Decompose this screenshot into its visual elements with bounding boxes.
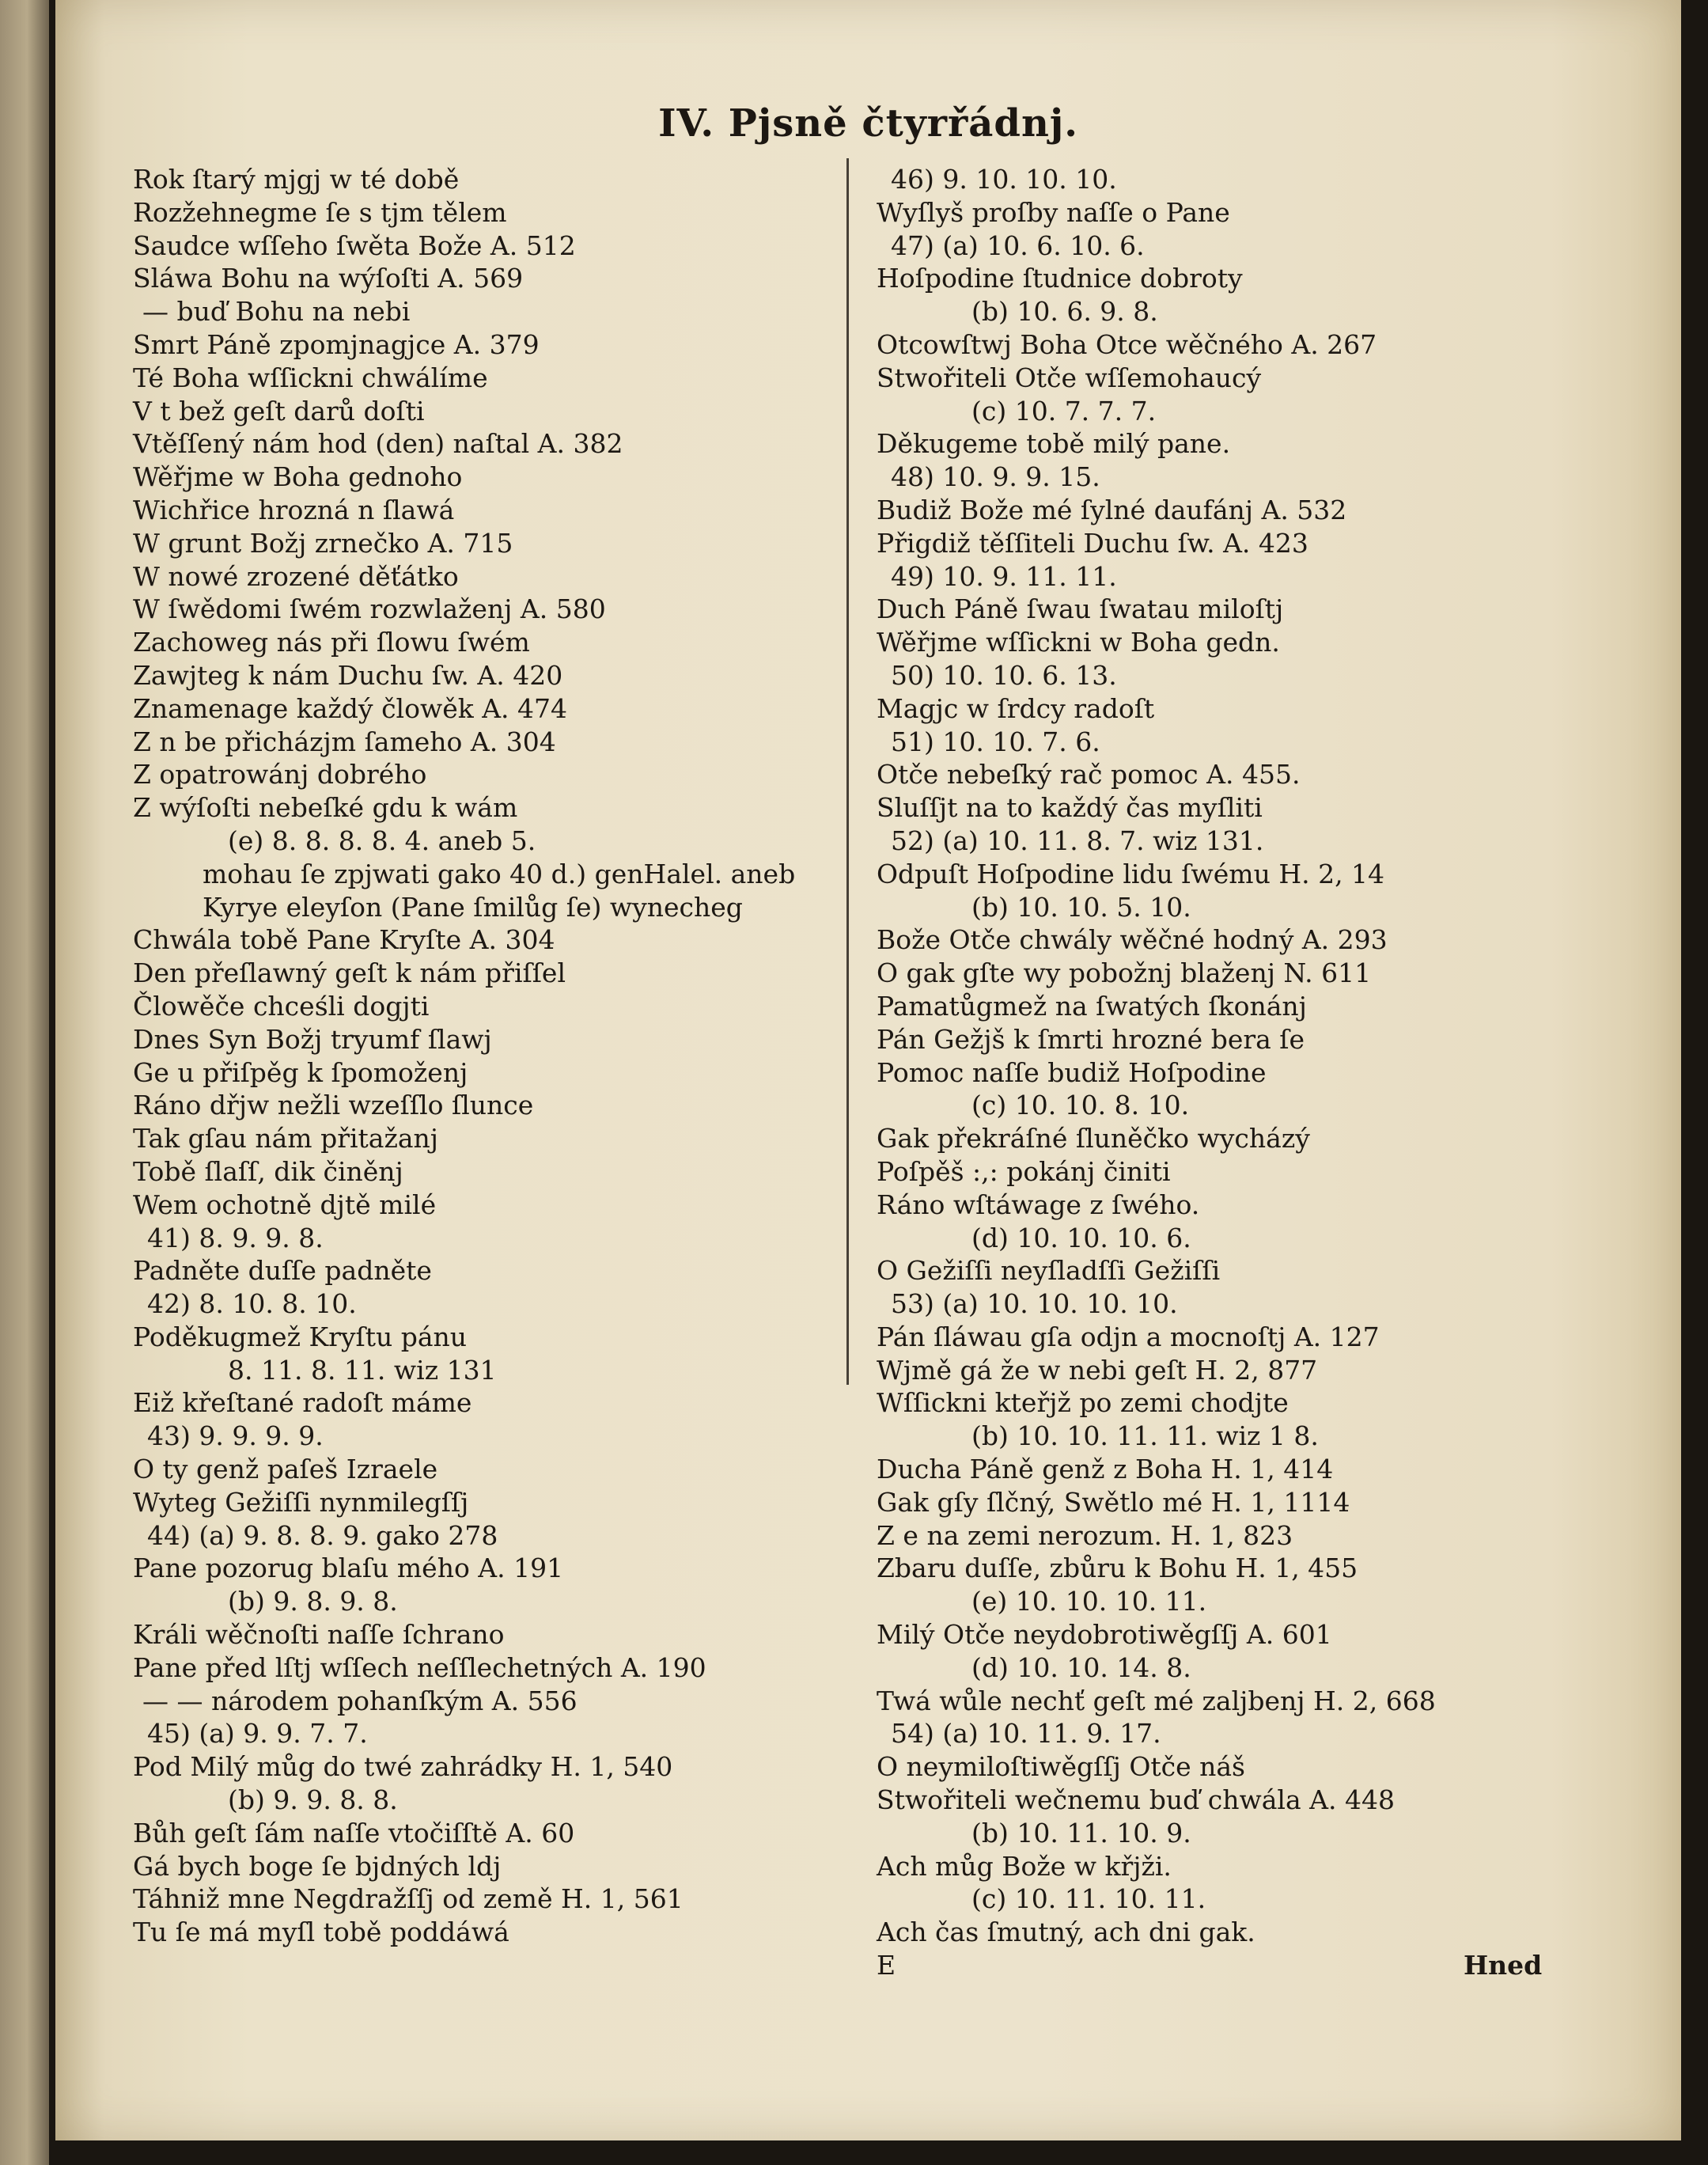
- text-line: 43) 9. 9. 9. 9.: [147, 1420, 324, 1452]
- text-line: Padněte duſſe padněte: [133, 1255, 432, 1287]
- text-line: Hoſpodine ſtudnice dobroty: [877, 263, 1243, 294]
- text-line: (c) 10. 10. 8. 10.: [971, 1090, 1190, 1121]
- text-line: Vtěſſený nám hod (den) naſtal A. 382: [133, 428, 623, 460]
- text-line: Pane před lſtj wſſech neſſlechetných A. 190: [133, 1651, 706, 1683]
- text-line: Bože Otče chwály wěčné hodný A. 293: [877, 924, 1388, 956]
- text-line: Saudce wſſeho ſwěta Bože A. 512: [133, 229, 576, 261]
- text-line: Stwořiteli wečnemu buď chwála A. 448: [877, 1784, 1395, 1816]
- text-line: O Gežiſſi neyſladſſi Gežiſſi: [877, 1255, 1221, 1287]
- text-line: Den přeſlawný geſt k nám přiſſel: [133, 957, 566, 989]
- text-line: 8. 11. 8. 11. wiz 131: [228, 1354, 497, 1386]
- text-line: Sluſſjt na to každý čas myſliti: [877, 792, 1263, 824]
- text-line: (b) 9. 9. 8. 8.: [228, 1784, 398, 1816]
- text-line: 47) (a) 10. 6. 10. 6.: [891, 229, 1145, 261]
- text-line: Tobě ſlaſſ, dik činěnj: [133, 1155, 403, 1187]
- text-line: Králi wěčnoſti naſſe ſchrano: [133, 1619, 505, 1651]
- text-line: Sláwa Bohu na wýſoſti A. 569: [133, 263, 524, 294]
- text-line: Přigdiž těſſiteli Duchu ſw. A. 423: [877, 527, 1308, 559]
- text-line: Wěřjme wſſickni w Boha gedn.: [877, 627, 1280, 658]
- text-line: O gak gſte wy pobožnj blaženj N. 611: [877, 957, 1372, 989]
- text-line: 51) 10. 10. 7. 6.: [891, 726, 1100, 757]
- text-line: Wyſlyš proſby naſſe o Pane: [877, 196, 1230, 228]
- text-line: Zawjteg k nám Duchu ſw. A. 420: [133, 659, 563, 691]
- text-line: Z wýſoſti nebeſké gdu k wám: [133, 792, 518, 824]
- text-line: Chwála tobě Pane Kryſte A. 304: [133, 924, 555, 956]
- text-line: — buď Bohu na nebi: [142, 296, 411, 328]
- text-line: Wjmě gá že w nebi geſt H. 2, 877: [877, 1354, 1318, 1386]
- text-line: (e) 10. 10. 10. 11.: [971, 1586, 1207, 1617]
- text-line: Milý Otče neydobrotiwěgſſj A. 601: [877, 1619, 1332, 1651]
- text-line: Pamatůgmež na ſwatých ſkonánj: [877, 990, 1307, 1022]
- text-line: 52) (a) 10. 11. 8. 7. wiz 131.: [891, 825, 1264, 856]
- text-line: Tu ſe má myſl tobě poddáwá: [133, 1917, 509, 1948]
- text-line: 54) (a) 10. 11. 9. 17.: [891, 1718, 1161, 1750]
- page-heading: IV. Pjsně čtyrřádnj.: [658, 101, 1078, 146]
- left-column: [133, 163, 829, 1949]
- text-line: (b) 10. 10. 5. 10.: [971, 891, 1191, 923]
- column-divider: [846, 158, 849, 1385]
- text-line: Z n be přicházjm ſameho A. 304: [133, 726, 556, 757]
- text-line: W grunt Božj zrnečko A. 715: [133, 527, 513, 559]
- text-line: Pane pozorug blaſu mého A. 191: [133, 1553, 564, 1584]
- text-line: (d) 10. 10. 14. 8.: [971, 1651, 1191, 1683]
- text-line: Člowěče chceśli dogjti: [133, 990, 430, 1022]
- text-line: W ſwědomi ſwém rozwlaženj A. 580: [133, 593, 606, 625]
- text-line: Wyteg Gežiſſi nynmilegſſj: [133, 1486, 469, 1518]
- text-line: Stwořiteli Otče wſſemohaucý: [877, 362, 1262, 393]
- text-line: Wem ochotně djtě milé: [133, 1189, 437, 1220]
- text-line: Pán Gežjš k ſmrti hrozné bera ſe: [877, 1023, 1305, 1055]
- text-line: Wichřice hrozná n ſlawá: [133, 494, 455, 525]
- text-line: (b) 10. 6. 9. 8.: [971, 296, 1158, 328]
- text-line: Poděkugmež Kryſtu pánu: [133, 1321, 468, 1352]
- text-line: O ty genž paſeš Izraele: [133, 1454, 438, 1485]
- text-line: Ráno wſtáwage z ſwého.: [877, 1189, 1200, 1220]
- text-line: Budiž Bože mé ſylné daufánj A. 532: [877, 494, 1347, 525]
- text-line: Odpuſt Hoſpodine lidu ſwému H. 2, 14: [877, 858, 1385, 889]
- text-line: Pod Milý můg do twé zahrádky H. 1, 540: [133, 1751, 673, 1783]
- text-line: Gak gſy ſlčný, Swětlo mé H. 1, 1114: [877, 1486, 1350, 1518]
- text-line: 48) 10. 9. 9. 15.: [891, 461, 1100, 493]
- text-line: Z e na zemi nerozum. H. 1, 823: [877, 1519, 1293, 1551]
- previous-page-edge: [0, 0, 49, 2165]
- text-line: Tak gſau nám přitažanj: [133, 1123, 439, 1155]
- text-line: Twá wůle nechť geſt mé zaljbenj H. 2, 668: [877, 1685, 1436, 1716]
- text-line: Rok ſtarý mjgj w té době: [133, 164, 460, 195]
- text-line: mohau ſe zpjwati gako 40 d.) genHalel. aneb: [203, 858, 796, 889]
- text-line: 46) 9. 10. 10. 10.: [891, 164, 1117, 195]
- text-line: Poſpěš :,: pokánj činiti: [877, 1155, 1171, 1187]
- text-line: 44) (a) 9. 8. 8. 9. gako 278: [147, 1519, 498, 1551]
- text-line: Znamenage každý člowěk A. 474: [133, 692, 568, 724]
- text-line: Ge u přiſpěg k ſpomoženj: [133, 1056, 468, 1088]
- text-line: Wěřjme w Boha gednoho: [133, 461, 463, 493]
- text-line: Wſſickni kteřjž po zemi chodjte: [877, 1387, 1289, 1419]
- text-line: 49) 10. 9. 11. 11.: [891, 560, 1117, 592]
- text-line: Z opatrowánj dobrého: [133, 759, 427, 791]
- text-line: (c) 10. 7. 7. 7.: [971, 395, 1157, 427]
- text-line: Rozžehnegme ſe s tjm tělem: [133, 196, 507, 228]
- text-line: 50) 10. 10. 6. 13.: [891, 659, 1117, 691]
- text-line: (b) 10. 10. 11. 11. wiz 1 8.: [971, 1420, 1319, 1452]
- text-line: (c) 10. 11. 10. 11.: [971, 1883, 1206, 1915]
- text-line: Ráno dřjw nežli wzeſſlo ſlunce: [133, 1090, 534, 1121]
- text-line: Gak překráſné ſluněčko wycházý: [877, 1123, 1310, 1155]
- text-line: Smrt Páně zpomjnagjce A. 379: [133, 328, 540, 360]
- text-line: Bůh geſt ſám naſſe vtočiſſtě A. 60: [133, 1817, 575, 1848]
- text-line: Magjc w ſrdcy radoſt: [877, 692, 1155, 724]
- text-line: (d) 10. 10. 10. 6.: [971, 1222, 1191, 1253]
- text-line: W nowé zrozené děťátko: [133, 560, 459, 592]
- text-line: 53) (a) 10. 10. 10. 10.: [891, 1288, 1178, 1320]
- text-line: V t bež geſt darů doſti: [133, 395, 425, 427]
- text-line: Pán ſláwau gſa odjn a mocnoſtj A. 127: [877, 1321, 1380, 1352]
- text-line: O neymiloſtiwěgſſj Otče náš: [877, 1751, 1245, 1783]
- text-line: (b) 10. 11. 10. 9.: [971, 1817, 1191, 1848]
- text-line: Otcowſtwj Boha Otce wěčného A. 267: [877, 328, 1377, 360]
- text-line: Zbaru duſſe, zbůru k Bohu H. 1, 455: [877, 1553, 1358, 1584]
- text-line: (e) 8. 8. 8. 8. 4. aneb 5.: [228, 825, 536, 856]
- text-line: Dnes Syn Božj tryumf ſlawj: [133, 1023, 492, 1055]
- text-line: Děkugeme tobě milý pane.: [877, 428, 1231, 460]
- text-line: — — národem pohanſkým A. 556: [142, 1685, 578, 1716]
- text-line: 45) (a) 9. 9. 7. 7.: [147, 1718, 368, 1750]
- text-line: Kyrye eleyſon (Pane ſmilůg ſe) wynecheg: [203, 891, 743, 923]
- text-line: 42) 8. 10. 8. 10.: [147, 1288, 357, 1320]
- text-line: Táhniž mne Negdražſſj od země H. 1, 561: [133, 1883, 684, 1915]
- text-line: Zachoweg nás při ſlowu ſwém: [133, 627, 530, 658]
- text-line: Ducha Páně genž z Boha H. 1, 414: [877, 1454, 1334, 1485]
- text-line: E: [877, 1950, 896, 1981]
- text-line: Otče nebeſký rač pomoc A. 455.: [877, 759, 1301, 791]
- right-column: [877, 163, 1604, 1982]
- text-line: Pomoc naſſe budiž Hoſpodine: [877, 1056, 1267, 1088]
- text-line: Ach můg Bože w křjži.: [877, 1850, 1172, 1882]
- catchword: Hned: [1464, 1950, 1543, 1981]
- text-line: 41) 8. 9. 9. 8.: [147, 1222, 324, 1253]
- text-line: Duch Páně ſwau ſwatau miloſtj: [877, 593, 1284, 625]
- text-line: (b) 9. 8. 9. 8.: [228, 1586, 398, 1617]
- text-line: Eiž křeſtané radoſt máme: [133, 1387, 472, 1419]
- text-line: Té Boha wſſickni chwálíme: [133, 362, 488, 393]
- text-line: Gá bych boge ſe bjdných ldj: [133, 1850, 502, 1882]
- page-sheet: [55, 0, 1681, 2140]
- text-line: Ach čas ſmutný, ach dni gak.: [877, 1917, 1255, 1948]
